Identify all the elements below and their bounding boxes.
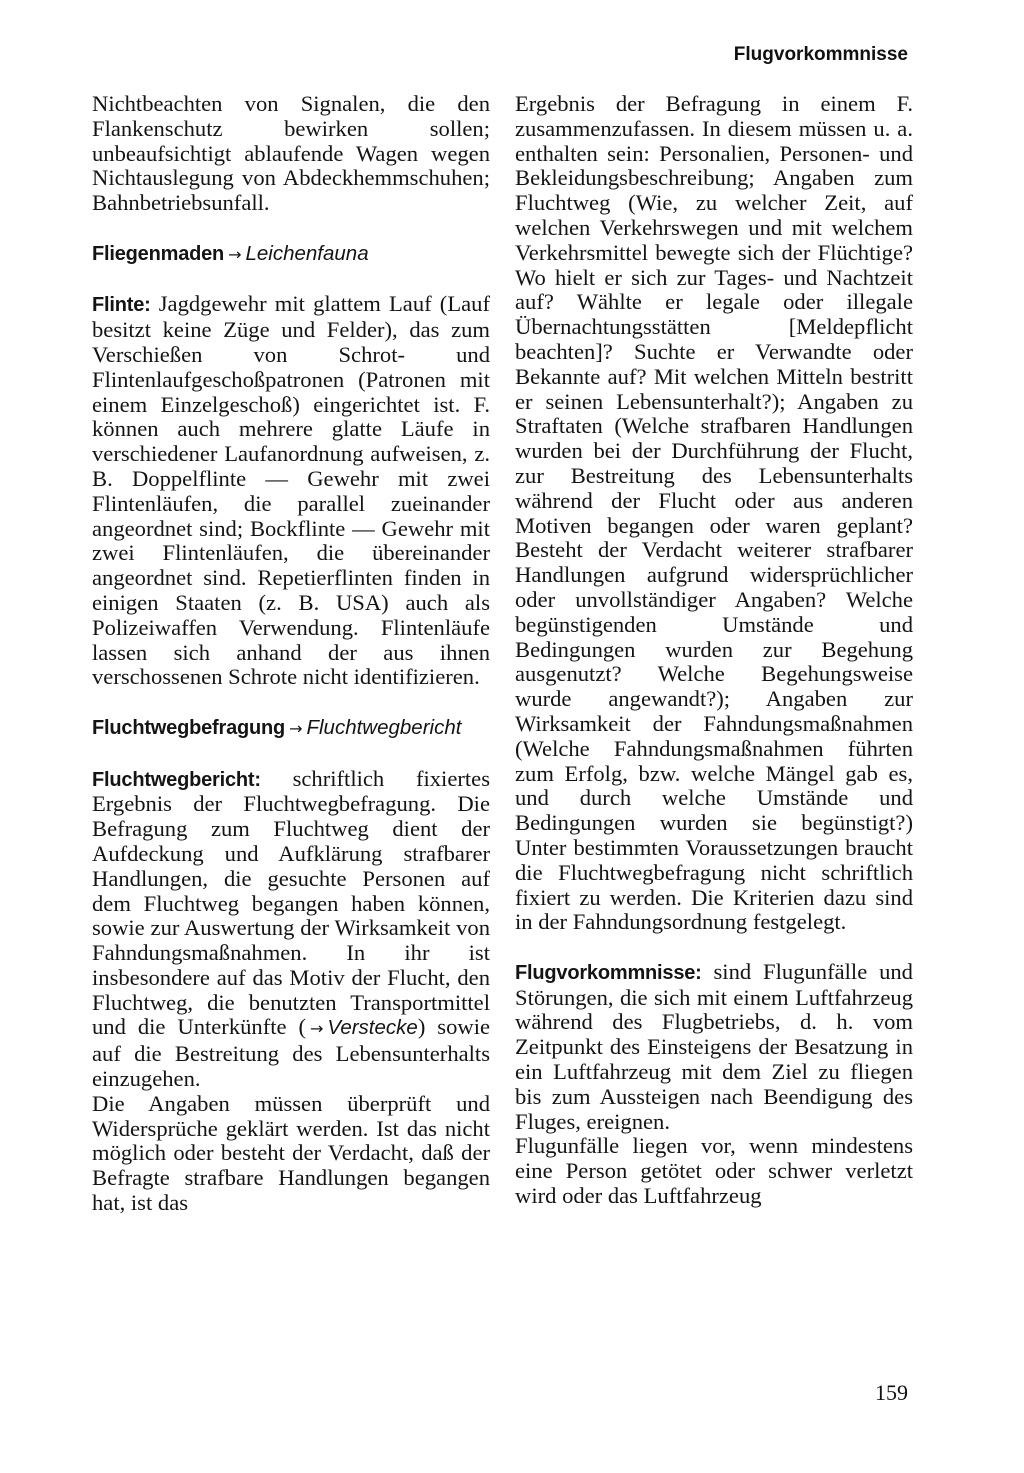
entry-text-continued: ) sowie auf die Bestreitung des Lebensunterhalts einzugehen.: [92, 1014, 490, 1092]
arrow-icon: →: [289, 718, 303, 738]
cross-reference: Verstecke: [327, 1016, 418, 1040]
entry-term: Fluchtwegbericht:: [92, 768, 261, 791]
entry-term: Flinte:: [92, 294, 151, 317]
running-header: Flugvorkommnisse: [733, 44, 908, 65]
arrow-icon: →: [228, 244, 242, 264]
entry-fliegenmaden: [92, 241, 490, 268]
cross-reference: Leichenfauna: [245, 241, 369, 265]
continuation-paragraph: Ergebnis der Befragung in einem F. zusammenzufassen. In diesem müssen u. a. enthalten sein: Personalien, Personen- und Bekleidungsbeschreibung; Angaben zum Fluchtweg (Wie, zu welcher Zeit, auf welchen Verkehrswegen und mit welchem Verkehrsmittel bewegte sich der Flüchtige? Wo hielt er sich zur Tages- und Nachtzeit auf? Wählte er legale oder illegale Übernachtungsstätten [Meldepflicht beachten]? Suchte er Verwandte oder Bekannte auf? Mit welchen Mitteln bestritt er seinen Lebensunterhalt?); Angaben zu Straftaten (Welche strafbaren Handlungen wurden bei der Durchführung der Flucht, zur Bestreitung des Lebensunterhalts während der Flucht oder aus anderen Motiven begangen oder waren geplant? Besteht der Verdacht weiterer strafbarer Handlungen aufgrund widersprüchlicher oder unvollständiger Angaben? Welche begünstigenden Umstände und Bedingungen wurden zur Begehung ausgenutzt? Welche Begehungsweise wurde angewandt?); Angaben zur Wirksamkeit der Fahndungsmaßnahmen (Welche Fahndungsmaßnahmen führten zum Erfolg, bzw. welche Mängel gab es, und durch welche Umstände und Bedingungen wurden sie begünstigt?) Unter bestimmten Voraussetzungen braucht die Fluchtwegbefragung nicht schriftlich fixiert zu werden. Die Kriterien dazu sind in der Fahndungsordnung festgelegt.: [515, 91, 913, 935]
entry-fluchtwegbefragung: [92, 715, 490, 742]
entry-paragraph: Die Angaben müssen überprüft und Widersprüche geklärt werden. Ist das nicht möglich oder besteht der Verdacht, daß der Befragte strafbare Handlungen begangen hat, ist das: [92, 1090, 490, 1216]
entry-text: Jagdgewehr mit glattem Lauf (Lauf besitzt keine Züge und Felder), das zum Verschießen von Schrot- und Flintenlaufgeschoßpatronen (Patronen mit einem Einzelgeschoß) eingerichtet ist. F. können auch mehrere glatte Läufe in verschiedener Laufanordnung aufweisen, z. B. Doppelflinte — Gewehr mit zwei Flintenläufen, die parallel zueinander angeordnet sind; Bockflinte — Gewehr mit zwei Flintenläufen, die übereinander angeordnet sind. Repetierflinten finden in einigen Staaten (z. B. USA) auch als Polizeiwaffen Verwendung. Flintenläufe lassen sich anhand der aus ihnen verschossenen Schrote nicht identifizieren.: [92, 291, 490, 690]
page-number: 159: [875, 1380, 908, 1405]
arrow-icon: →: [310, 1019, 324, 1039]
cross-reference: Fluchtwegbericht: [306, 715, 462, 739]
entry-term: Fliegenmaden: [92, 242, 225, 265]
continuation-paragraph: Nichtbeachten von Signalen, die den Flankenschutz bewirken sollen; unbeaufsichtigt ablaufende Wagen wegen Nichtauslegung von Abdeckhemmschuhen; Bahnbetriebsunfall.: [92, 91, 490, 216]
entry-flinte: [92, 292, 490, 690]
entry-text: schriftlich fixiertes Ergebnis der Fluchtwegbefragung. Die Befragung zum Fluchtweg dient der Aufdeckung und Aufklärung strafbarer Handlungen, die gesuchte Personen auf dem Fluchtweg begangen haben können, sowie zur Auswertung der Wirksamkeit von Fahndungsmaßnahmen. In ihr ist insbesondere auf das Motiv der Flucht, den Fluchtweg, die benutzten Transportmittel und die Unterkünfte (: [92, 765, 490, 1040]
entry-flugvorkommnisse: [515, 960, 913, 1135]
entry-text: sind Flugunfälle und Störungen, die sich mit einem Luftfahrzeug während des Flugbetriebs, d. h. vom Zeitpunkt des Einsteigens der Besatzung in ein Luftfahrzeug mit dem Ziel zu fliegen bis zum Aussteigen nach Beendigung des Fluges, ereignen.: [515, 958, 913, 1134]
entry-term: Flugvorkommnisse:: [515, 961, 702, 984]
left-column: [92, 92, 490, 1216]
entry-paragraph: Flugunfälle liegen vor, wenn mindestens eine Person getötet oder schwer verletzt wird oder das Luftfahrzeug: [515, 1133, 913, 1209]
entry-term: Fluchtwegbefragung: [92, 716, 286, 739]
right-column: [515, 92, 913, 1209]
entry-fluchtwegbericht: [92, 767, 490, 1092]
